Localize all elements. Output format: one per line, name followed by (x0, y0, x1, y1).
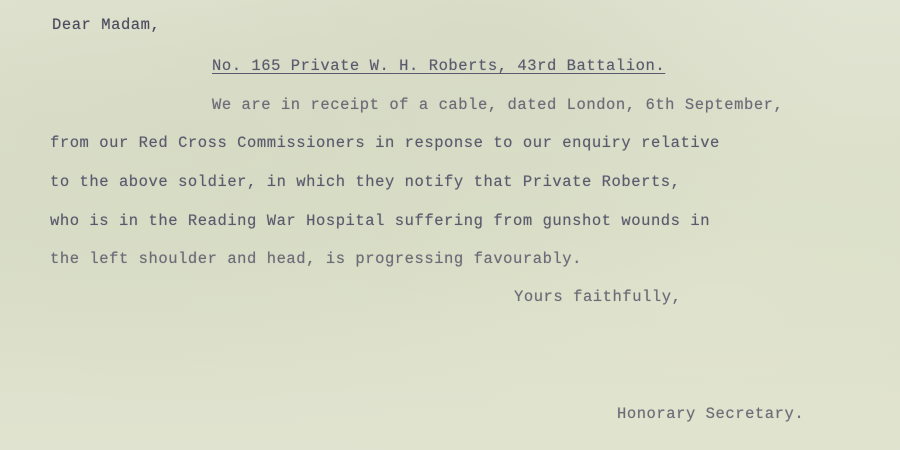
body-line-4: who is in the Reading War Hospital suffering from gunshot wounds in (50, 212, 711, 230)
signature-title: Honorary Secretary. (617, 405, 805, 423)
salutation: Dear Madam, (52, 16, 161, 34)
body-line-3: to the above soldier, in which they notify that Private Roberts, (50, 173, 681, 191)
body-line-5: the left shoulder and head, is progressing favourably. (50, 250, 582, 268)
closing: Yours faithfully, (514, 288, 682, 306)
body-line-2: from our Red Cross Commissioners in response to our enquiry relative (50, 134, 720, 152)
subject-heading: No. 165 Private W. H. Roberts, 43rd Battalion. (212, 57, 666, 75)
body-line-1: We are in receipt of a cable, dated London, 6th September, (212, 96, 784, 114)
